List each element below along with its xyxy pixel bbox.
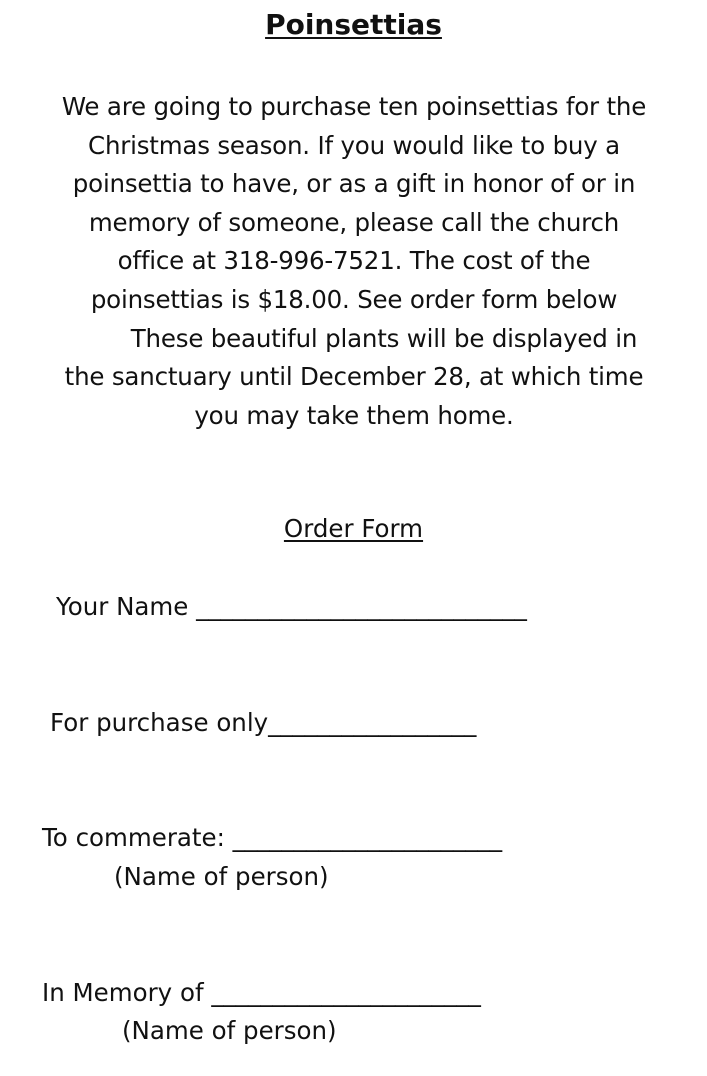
intro-line: you may take them home. (194, 400, 514, 430)
your-name-field[interactable]: Your Name ___________________________ (56, 592, 527, 621)
intro-line: the sanctuary until December 28, at which time (64, 362, 644, 392)
intro-line: We are going to purchase ten poinsettias for the (61, 92, 647, 121)
intro-line: These beautiful plants will be displayed in (130, 323, 638, 353)
intro-paragraph (14, 88, 694, 435)
intro-line: poinsettias is $18.00. See order form below (90, 284, 618, 314)
intro-line: office at 318-996-7521. The cost of the (117, 246, 591, 276)
page-title: Poinsettias (265, 8, 442, 41)
intro-line: memory of someone, please call the church (88, 207, 620, 237)
order-form-heading: Order Form (283, 514, 424, 543)
intro-line: poinsettia to have, or as a gift in honor of or in (72, 169, 636, 199)
commemorate-hint: (Name of person) (114, 862, 329, 891)
in-memory-hint: (Name of person) (122, 1016, 337, 1045)
intro-line: Christmas season. If you would like to buy a (88, 130, 620, 160)
in-memory-field[interactable]: In Memory of ______________________ (42, 978, 481, 1007)
commemorate-field[interactable]: To commerate: ______________________ (42, 823, 503, 852)
purchase-only-field[interactable]: For purchase only_________________ (50, 708, 477, 737)
